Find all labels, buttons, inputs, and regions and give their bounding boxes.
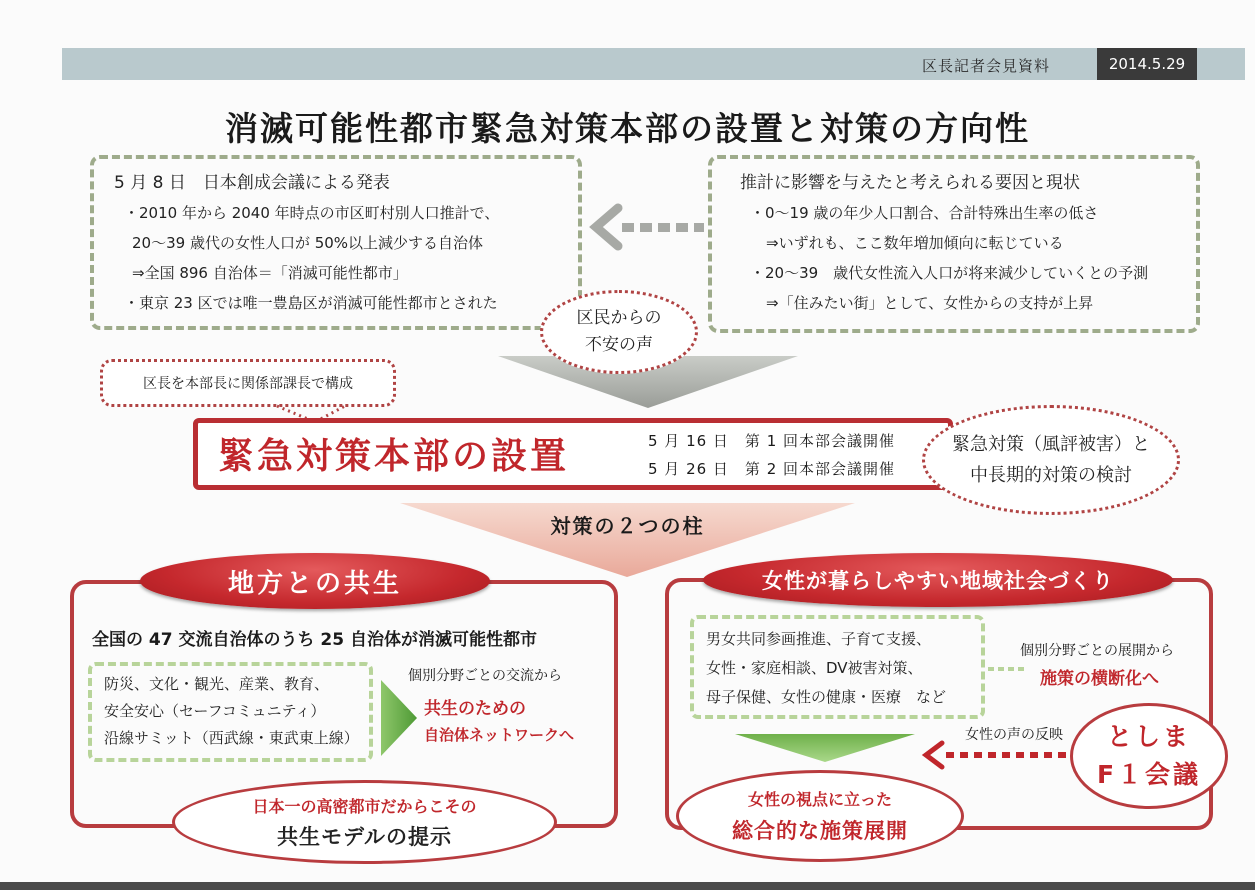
left-pillar-title: 地方との共生 (140, 553, 490, 609)
page-title: 消滅可能性都市緊急対策本部の設置と対策の方向性 (225, 109, 1030, 148)
dotted-left-arrow-icon (582, 200, 712, 254)
left-item: 安全安心（セーフコミュニティ） (104, 702, 326, 720)
right-side-caption: 個別分野ごとの展開から (1020, 643, 1174, 659)
composition-note: 区長を本部長に関係部課長で構成 (100, 359, 396, 407)
right-side-result: 施策の横断化へ (1040, 669, 1159, 689)
header-date: 2014.5.29 (1097, 48, 1197, 80)
toshima-f1-badge (1070, 703, 1228, 809)
anxiety-line2: 不安の声 (585, 335, 653, 355)
left-items (104, 671, 359, 752)
scan-footer-bar (0, 882, 1255, 890)
right-item: 男女共同参画推進、子育て支援、 (706, 630, 932, 648)
announcement-line: ・2010 年から 2040 年時点の市区町村別人口推計で、 (124, 204, 500, 222)
left-result-line1: 共生のための (424, 699, 526, 719)
announcement-line: 20～39 歳代の女性人口が 50%以上減少する自治体 (132, 234, 484, 252)
header-bar (62, 48, 1245, 80)
factors-line: ・20～39 歳代女性流入人口が将来減少していくとの予測 (750, 264, 1149, 282)
toshima-line2: F１会議 (1096, 760, 1202, 789)
green-dashed-connector (986, 664, 1026, 674)
right-bottom-line2: 総合的な施策展開 (732, 819, 908, 843)
factors-heading: 推計に影響を与えたと考えられる要因と現状 (740, 173, 1080, 193)
right-item: 女性・家庭相談、DV被害対策、 (706, 659, 923, 677)
pillars-label: 対策の２つの柱 (550, 514, 705, 538)
factors-line: ⇒いずれも、ここ数年増加傾向に転じている (766, 234, 1064, 252)
right-pillar-title: 女性が暮らしやすい地域社会づくり (703, 553, 1173, 607)
measures-bubble (922, 405, 1180, 515)
left-bottom-ellipse (172, 780, 557, 864)
left-bottom-line2: 共生モデルの提示 (277, 824, 452, 849)
left-item: 沿線サミット（西武線・東武東上線） (104, 729, 359, 747)
measures-line2: 中長期的対策の検討 (970, 465, 1132, 486)
left-arrow-caption: 個別分野ごとの交流から (408, 668, 562, 684)
voice-caption: 女性の声の反映 (965, 727, 1063, 743)
green-down-arrow-icon (735, 734, 915, 762)
hq-title: 緊急対策本部の設置 (218, 436, 570, 477)
left-pillar-lead: 全国の 47 交流自治体のうち 25 自治体が消滅可能性都市 (92, 630, 537, 650)
right-item: 母子保健、女性の健康・医療 など (706, 688, 947, 706)
green-right-arrow-icon (381, 680, 417, 756)
right-bottom-ellipse (676, 770, 964, 862)
anxiety-bubble (540, 290, 698, 374)
header-label: 区長記者会見資料 (922, 57, 1051, 75)
left-result-line2: 自治体ネットワークへ (424, 726, 575, 744)
anxiety-line1: 区民からの (576, 308, 662, 328)
left-bottom-line1: 日本一の高密都市だからこその (252, 796, 477, 816)
dotted-voice-arrow-icon (918, 738, 1078, 772)
right-bottom-line1: 女性の視点に立った (747, 790, 892, 809)
hq-meeting-2: 5 月 26 日 第 2 回本部会議開催 (648, 460, 896, 478)
announcement-heading: 5 月 8 日 日本創成会議による発表 (114, 173, 390, 193)
hq-meeting-1: 5 月 16 日 第 1 回本部会議開催 (648, 432, 896, 450)
factors-line: ⇒「住みたい街」として、女性からの支持が上昇 (766, 294, 1094, 312)
announcement-content (114, 168, 499, 318)
factors-content (740, 168, 1148, 318)
right-items (706, 625, 946, 712)
factors-line: ・0～19 歳の年少人口割合、合計特殊出生率の低さ (750, 204, 1099, 222)
left-item: 防災、文化・観光、産業、教育、 (104, 675, 330, 693)
toshima-line1: としま (1106, 722, 1191, 751)
announcement-line: ⇒全国 896 自治体＝「消滅可能性都市」 (132, 264, 408, 282)
announcement-line: ・東京 23 区では唯一豊島区が消滅可能性都市とされた (124, 294, 498, 312)
measures-line1: 緊急対策（風評被害）と (952, 434, 1150, 455)
